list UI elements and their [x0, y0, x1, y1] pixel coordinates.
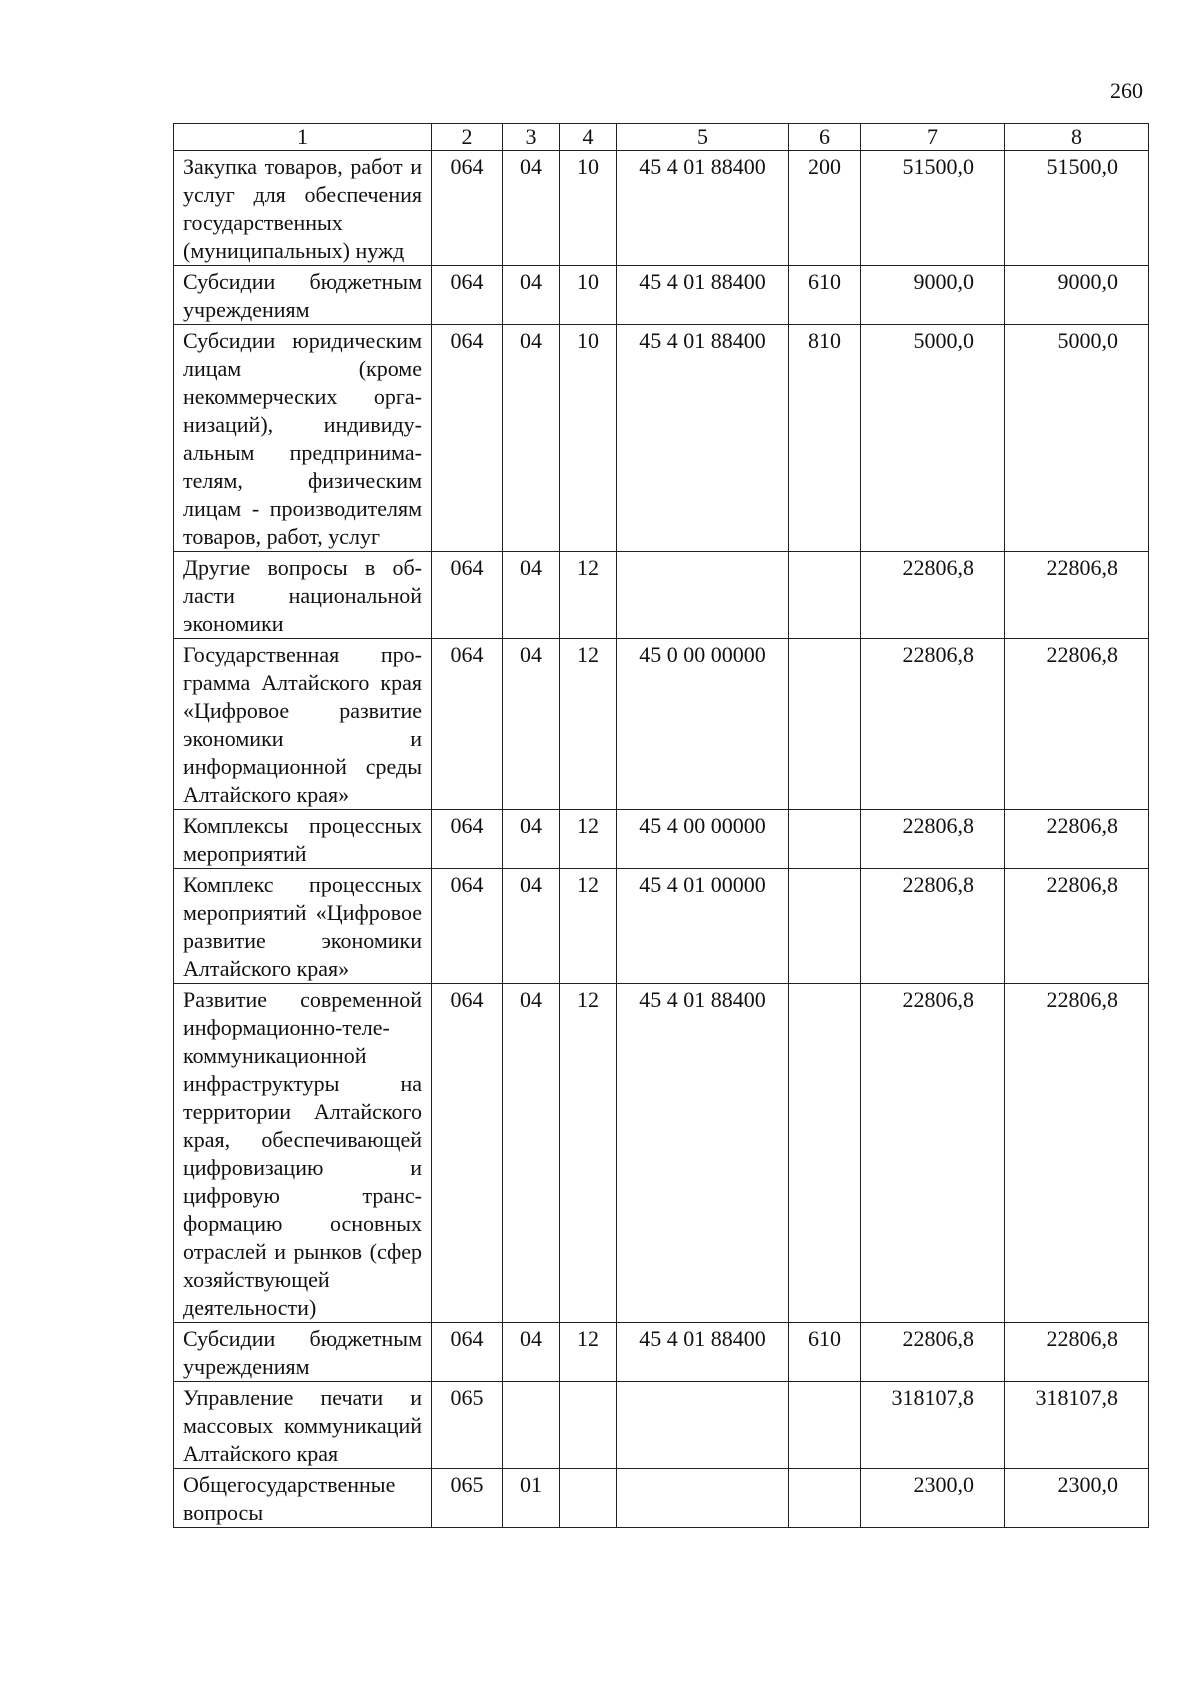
cell-admin-code: 064 — [432, 639, 503, 810]
cell-subsection: 12 — [560, 639, 617, 810]
cell-amount-1: 22806,8 — [861, 810, 1005, 869]
cell-admin-code: 064 — [432, 151, 503, 266]
cell-amount-1: 22806,8 — [861, 1323, 1005, 1382]
cell-expense-type — [789, 1469, 861, 1528]
cell-amount-1: 22806,8 — [861, 984, 1005, 1323]
cell-target-article: 45 4 01 88400 — [617, 151, 789, 266]
cell-section: 04 — [503, 810, 560, 869]
table-row — [174, 151, 1149, 266]
cell-target-article: 45 0 00 00000 — [617, 639, 789, 810]
cell-section: 04 — [503, 552, 560, 639]
table-row — [174, 552, 1149, 639]
cell-amount-1: 2300,0 — [861, 1469, 1005, 1528]
cell-amount-1: 5000,0 — [861, 325, 1005, 552]
column-header: 1 — [174, 124, 432, 151]
cell-target-article: 45 4 01 88400 — [617, 266, 789, 325]
cell-amount-1: 318107,8 — [861, 1382, 1005, 1469]
cell-target-article: 45 4 01 88400 — [617, 1323, 789, 1382]
cell-name: Развитие современной информационно-телекоммуникационной инфраструктуры на территории Алтайского края, обеспечивающей цифровизацию и цифровую трансформацию основных отраслей и рынков (сфер хозяйствующей деятельности) — [174, 984, 432, 1323]
cell-name: Субсидии юридическим лицам (кроме некоммерческих организаций), индивидуальным предпринимателям, физическим лицам - производителям товаров, работ, услуг — [174, 325, 432, 552]
cell-name: Другие вопросы в области национальной экономики — [174, 552, 432, 639]
cell-name: Государственная программа Алтайского края «Цифровое развитие экономики и информационной среды Алтайского края» — [174, 639, 432, 810]
cell-section: 04 — [503, 151, 560, 266]
cell-name: Управление печати и массовых коммуникаций Алтайского края — [174, 1382, 432, 1469]
cell-amount-2: 22806,8 — [1005, 639, 1149, 810]
cell-amount-2: 2300,0 — [1005, 1469, 1149, 1528]
table-row — [174, 325, 1149, 552]
cell-amount-2: 22806,8 — [1005, 552, 1149, 639]
cell-expense-type — [789, 552, 861, 639]
column-header: 7 — [861, 124, 1005, 151]
table-row — [174, 810, 1149, 869]
cell-subsection — [560, 1469, 617, 1528]
cell-admin-code: 065 — [432, 1382, 503, 1469]
table-row — [174, 1323, 1149, 1382]
cell-subsection: 10 — [560, 151, 617, 266]
cell-expense-type — [789, 869, 861, 984]
cell-name: Субсидии бюджетным учреждениям — [174, 1323, 432, 1382]
page-number: 260 — [1110, 78, 1143, 103]
cell-target-article: 45 4 01 88400 — [617, 984, 789, 1323]
budget-table — [173, 123, 1149, 1528]
cell-amount-2: 51500,0 — [1005, 151, 1149, 266]
cell-admin-code: 064 — [432, 552, 503, 639]
cell-amount-1: 9000,0 — [861, 266, 1005, 325]
cell-name: Комплекс процессных мероприятий «Цифровое развитие экономики Алтайского края» — [174, 869, 432, 984]
cell-amount-2: 5000,0 — [1005, 325, 1149, 552]
cell-target-article — [617, 1469, 789, 1528]
cell-admin-code: 064 — [432, 1323, 503, 1382]
cell-section: 04 — [503, 869, 560, 984]
cell-subsection: 12 — [560, 869, 617, 984]
cell-amount-2: 22806,8 — [1005, 1323, 1149, 1382]
table-row — [174, 639, 1149, 810]
cell-name: Комплексы процессных мероприятий — [174, 810, 432, 869]
cell-section — [503, 1382, 560, 1469]
cell-amount-2: 318107,8 — [1005, 1382, 1149, 1469]
cell-section: 04 — [503, 266, 560, 325]
cell-expense-type: 610 — [789, 266, 861, 325]
column-header: 6 — [789, 124, 861, 151]
cell-section: 04 — [503, 984, 560, 1323]
cell-expense-type: 200 — [789, 151, 861, 266]
column-header: 8 — [1005, 124, 1149, 151]
cell-target-article — [617, 552, 789, 639]
cell-name: Общегосударственные вопросы — [174, 1469, 432, 1528]
cell-expense-type — [789, 639, 861, 810]
cell-target-article: 45 4 01 00000 — [617, 869, 789, 984]
cell-amount-1: 22806,8 — [861, 869, 1005, 984]
cell-subsection: 10 — [560, 266, 617, 325]
cell-admin-code: 064 — [432, 810, 503, 869]
cell-section: 04 — [503, 325, 560, 552]
column-header: 5 — [617, 124, 789, 151]
cell-amount-1: 22806,8 — [861, 552, 1005, 639]
cell-subsection: 12 — [560, 810, 617, 869]
cell-amount-1: 51500,0 — [861, 151, 1005, 266]
table-row — [174, 1469, 1149, 1528]
cell-admin-code: 064 — [432, 266, 503, 325]
cell-expense-type — [789, 984, 861, 1323]
cell-subsection: 12 — [560, 1323, 617, 1382]
cell-name: Субсидии бюджетным учреждениям — [174, 266, 432, 325]
column-header: 3 — [503, 124, 560, 151]
cell-expense-type — [789, 1382, 861, 1469]
cell-target-article: 45 4 00 00000 — [617, 810, 789, 869]
cell-amount-2: 22806,8 — [1005, 984, 1149, 1323]
cell-expense-type: 610 — [789, 1323, 861, 1382]
header-row — [174, 124, 1149, 151]
cell-section: 04 — [503, 639, 560, 810]
cell-name: Закупка товаров, работ и услуг для обеспечения государственных (муниципальных) нужд — [174, 151, 432, 266]
cell-expense-type — [789, 810, 861, 869]
column-header: 4 — [560, 124, 617, 151]
cell-admin-code: 064 — [432, 869, 503, 984]
cell-admin-code: 064 — [432, 984, 503, 1323]
column-header: 2 — [432, 124, 503, 151]
cell-expense-type: 810 — [789, 325, 861, 552]
cell-amount-2: 9000,0 — [1005, 266, 1149, 325]
table-row — [174, 1382, 1149, 1469]
table-row — [174, 266, 1149, 325]
table-row — [174, 869, 1149, 984]
cell-amount-2: 22806,8 — [1005, 869, 1149, 984]
table-row — [174, 984, 1149, 1323]
cell-subsection: 12 — [560, 984, 617, 1323]
cell-admin-code: 064 — [432, 325, 503, 552]
cell-section: 04 — [503, 1323, 560, 1382]
cell-admin-code: 065 — [432, 1469, 503, 1528]
cell-subsection — [560, 1382, 617, 1469]
cell-amount-1: 22806,8 — [861, 639, 1005, 810]
cell-section: 01 — [503, 1469, 560, 1528]
cell-target-article: 45 4 01 88400 — [617, 325, 789, 552]
cell-subsection: 10 — [560, 325, 617, 552]
cell-target-article — [617, 1382, 789, 1469]
cell-amount-2: 22806,8 — [1005, 810, 1149, 869]
cell-subsection: 12 — [560, 552, 617, 639]
